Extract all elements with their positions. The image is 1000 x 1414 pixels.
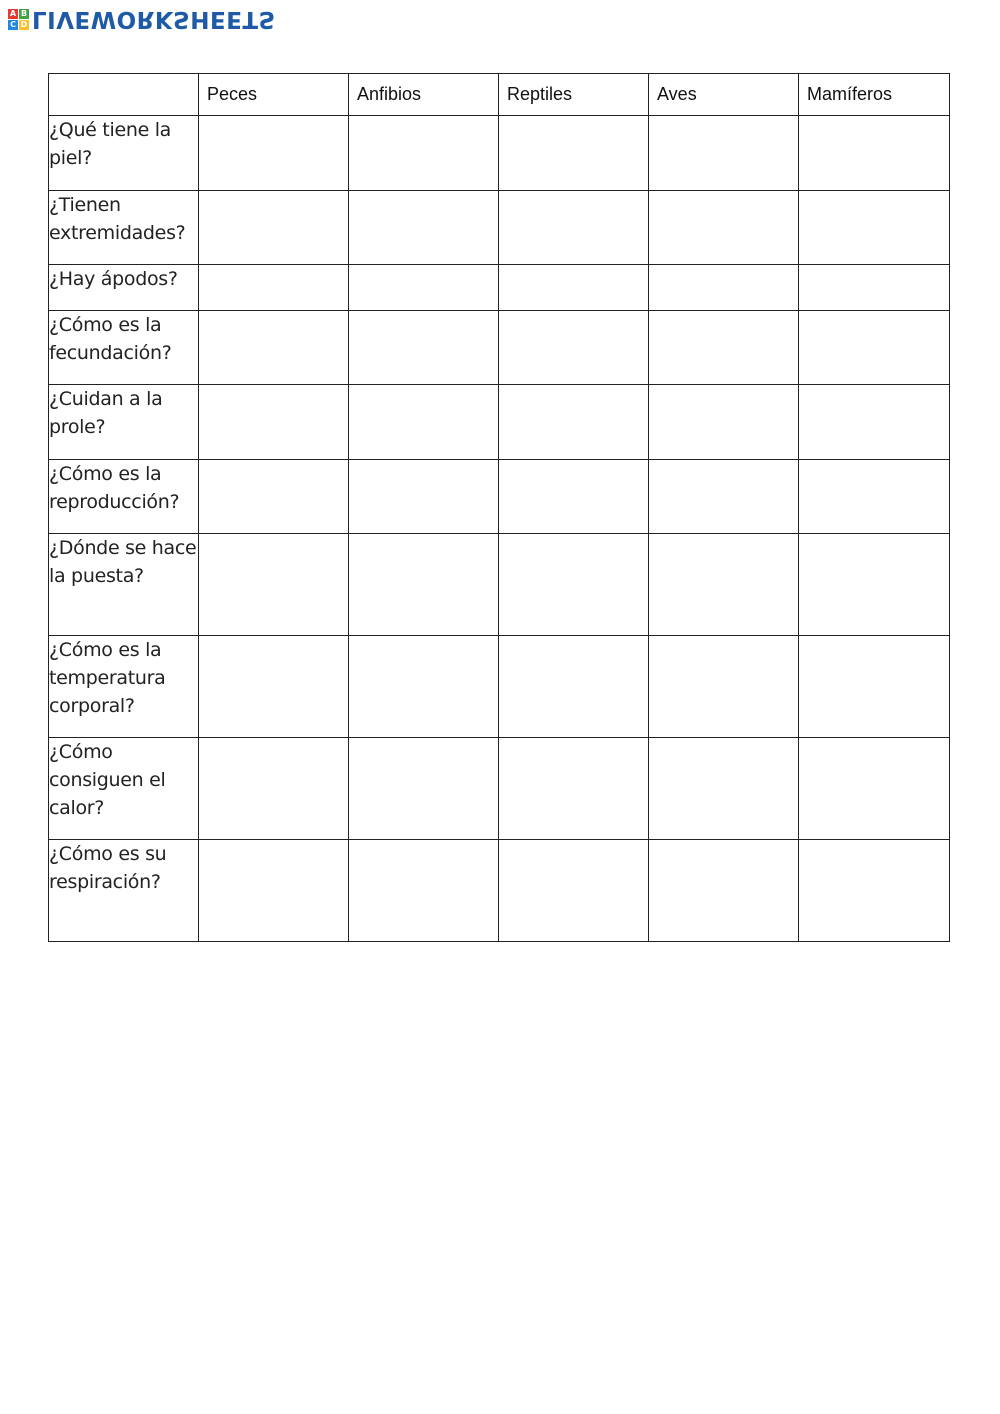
answer-cell[interactable] xyxy=(199,738,349,840)
answer-cell[interactable] xyxy=(199,460,349,534)
logo-block: D xyxy=(20,19,28,29)
row-question: ¿Cómo es la temperatura corporal? xyxy=(49,636,199,738)
liveworksheets-logo xyxy=(8,6,276,32)
table-row xyxy=(49,840,950,942)
answer-cell[interactable] xyxy=(649,265,799,311)
table-row xyxy=(49,385,950,460)
header-anfibios: Anfibios xyxy=(349,74,499,116)
answer-cell[interactable] xyxy=(199,534,349,636)
table-row xyxy=(49,311,950,385)
answer-cell[interactable] xyxy=(499,311,649,385)
answer-cell[interactable] xyxy=(349,191,499,265)
answer-cell[interactable] xyxy=(799,191,950,265)
header-peces: Peces xyxy=(199,74,349,116)
answer-cell[interactable] xyxy=(499,265,649,311)
answer-cell[interactable] xyxy=(799,840,950,942)
answer-cell[interactable] xyxy=(499,840,649,942)
answer-cell[interactable] xyxy=(649,116,799,191)
logo-text: LIVEWORKSHEETS xyxy=(32,6,276,32)
logo-block: B xyxy=(20,8,28,18)
answer-cell[interactable] xyxy=(649,385,799,460)
table-row xyxy=(49,116,950,191)
answer-cell[interactable] xyxy=(499,534,649,636)
answer-cell[interactable] xyxy=(799,460,950,534)
answer-cell[interactable] xyxy=(199,636,349,738)
row-question: ¿Hay ápodos? xyxy=(49,265,199,311)
row-question: ¿Cuidan a la prole? xyxy=(49,385,199,460)
answer-cell[interactable] xyxy=(349,534,499,636)
logo-block: C xyxy=(8,20,18,30)
corner-cell xyxy=(49,74,199,116)
row-question: ¿Cómo es su respiración? xyxy=(49,840,199,942)
answer-cell[interactable] xyxy=(799,265,950,311)
answer-cell[interactable] xyxy=(349,840,499,942)
answer-cell[interactable] xyxy=(349,460,499,534)
answer-cell[interactable] xyxy=(649,636,799,738)
answer-cell[interactable] xyxy=(499,191,649,265)
answer-cell[interactable] xyxy=(799,534,950,636)
answer-cell[interactable] xyxy=(349,738,499,840)
answer-cell[interactable] xyxy=(649,534,799,636)
answer-cell[interactable] xyxy=(649,460,799,534)
answer-cell[interactable] xyxy=(199,385,349,460)
answer-cell[interactable] xyxy=(499,116,649,191)
row-question: ¿Cómo es la reproducción? xyxy=(49,460,199,534)
answer-cell[interactable] xyxy=(799,116,950,191)
answer-cell[interactable] xyxy=(499,460,649,534)
answer-cell[interactable] xyxy=(199,265,349,311)
answer-cell[interactable] xyxy=(649,840,799,942)
answer-cell[interactable] xyxy=(349,311,499,385)
answer-cell[interactable] xyxy=(799,738,950,840)
table-row xyxy=(49,265,950,311)
answer-cell[interactable] xyxy=(349,116,499,191)
logo-blocks-icon xyxy=(8,9,29,30)
comparison-table xyxy=(48,73,950,942)
row-question: ¿Cómo consiguen el calor? xyxy=(49,738,199,840)
answer-cell[interactable] xyxy=(199,116,349,191)
answer-cell[interactable] xyxy=(199,840,349,942)
table-row xyxy=(49,534,950,636)
answer-cell[interactable] xyxy=(799,385,950,460)
header-reptiles: Reptiles xyxy=(499,74,649,116)
answer-cell[interactable] xyxy=(499,385,649,460)
answer-cell[interactable] xyxy=(199,311,349,385)
answer-cell[interactable] xyxy=(499,738,649,840)
answer-cell[interactable] xyxy=(649,311,799,385)
table-row xyxy=(49,636,950,738)
answer-cell[interactable] xyxy=(199,191,349,265)
answer-cell[interactable] xyxy=(349,385,499,460)
answer-cell[interactable] xyxy=(349,265,499,311)
row-question: ¿Tienen extremidades? xyxy=(49,191,199,265)
header-mamiferos: Mamíferos xyxy=(799,74,950,116)
row-question: ¿Qué tiene la piel? xyxy=(49,116,199,191)
answer-cell[interactable] xyxy=(499,636,649,738)
logo-block: A xyxy=(9,8,17,18)
table-row xyxy=(49,738,950,840)
header-aves: Aves xyxy=(649,74,799,116)
answer-cell[interactable] xyxy=(649,738,799,840)
row-question: ¿Cómo es la fecundación? xyxy=(49,311,199,385)
table-row xyxy=(49,460,950,534)
answer-cell[interactable] xyxy=(649,191,799,265)
header-row xyxy=(49,74,950,116)
row-question: ¿Dónde se hace la puesta? xyxy=(49,534,199,636)
answer-cell[interactable] xyxy=(799,311,950,385)
table-row xyxy=(49,191,950,265)
answer-cell[interactable] xyxy=(799,636,950,738)
answer-cell[interactable] xyxy=(349,636,499,738)
